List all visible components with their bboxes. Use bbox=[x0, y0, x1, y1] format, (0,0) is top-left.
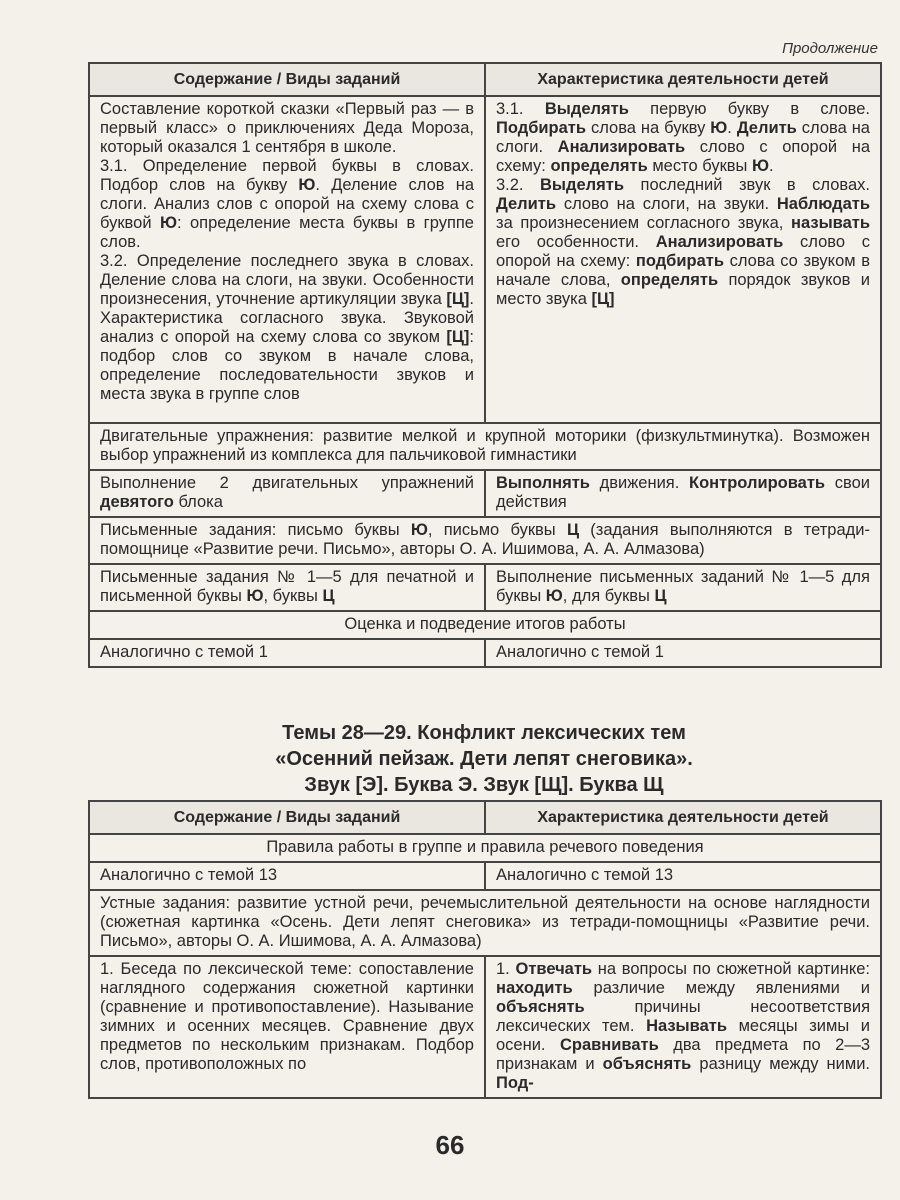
bold-term: Ю bbox=[710, 119, 728, 137]
section-title-line-2: «Осенний пейзаж. Дети лепят снеговика». bbox=[275, 748, 693, 770]
cell-motor-tasks: Выполнение 2 двигательных упражнений девятого блока bbox=[89, 470, 485, 517]
section-title-line-3: Звук [Э]. Буква Э. Звук [Щ]. Буква Щ bbox=[304, 774, 664, 796]
bold-term: определять bbox=[550, 157, 648, 175]
bold-term: Делить bbox=[736, 119, 797, 137]
cell-written-tasks-intro: Письменные задания: письмо буквы Ю, письмо буквы Ц (задания выполняются в тетради-помощнице «Развитие речи. Письмо», авторы О. А. Ишимова, А. А. Алмазова) bbox=[89, 517, 881, 564]
bold-term: Анализировать bbox=[557, 138, 686, 156]
section-title-line-1: Темы 28—29. Конфликт лексических тем bbox=[282, 722, 686, 744]
bold-term: Контролировать bbox=[689, 474, 826, 492]
table-topics-28-29 bbox=[88, 800, 882, 1099]
bold-term: Отвечать bbox=[515, 960, 593, 978]
cell-summary: Оценка и подведение итогов работы bbox=[89, 611, 881, 639]
column-header-content: Содержание / Виды заданий bbox=[89, 801, 485, 834]
bold-term: Ц bbox=[322, 587, 335, 605]
cell-same-as-topic-1-left: Аналогично с темой 1 bbox=[89, 639, 485, 667]
cell-same-as-topic-1-right: Аналогично с темой 1 bbox=[485, 639, 881, 667]
bold-term: называть bbox=[791, 214, 870, 232]
bold-term: девятого bbox=[100, 493, 174, 511]
bold-term: Ю bbox=[410, 521, 428, 539]
table-row bbox=[89, 517, 881, 564]
bold-term: [Ц] bbox=[591, 290, 615, 308]
bold-term: Подбирать bbox=[496, 119, 587, 137]
bold-term: [Ц] bbox=[446, 290, 470, 308]
bold-term: Выделять bbox=[540, 176, 625, 194]
column-header-activity: Характеристика деятельности детей bbox=[485, 801, 881, 834]
cell-motor-activity: Выполнять движения. Контролировать свои действия bbox=[485, 470, 881, 517]
bold-term: Ю bbox=[246, 587, 264, 605]
bold-term: определять bbox=[620, 271, 719, 289]
table-row bbox=[89, 890, 881, 956]
table-row bbox=[89, 956, 881, 1098]
bold-term: Выделять bbox=[544, 100, 629, 118]
bold-term: Делить bbox=[496, 195, 556, 213]
cell-motor-exercises: Двигательные упражнения: развитие мелкой и крупной моторики (физкультминутка). Возможен выбор упражнений из комплекса для пальчиковой гимнастики bbox=[89, 423, 881, 470]
continuation-label: Продолжение bbox=[782, 40, 878, 57]
bold-term: Ю bbox=[159, 214, 177, 232]
bold-term: Выполнять bbox=[496, 474, 590, 492]
cell-written-activity: Выполнение письменных заданий № 1—5 для буквы Ю, для буквы Ц bbox=[485, 564, 881, 611]
cell-group-rules: Правила работы в группе и правила речевого поведения bbox=[89, 834, 881, 862]
page-number: 66 bbox=[435, 1130, 465, 1160]
table-row bbox=[89, 423, 881, 470]
bold-term: объяснять bbox=[496, 998, 585, 1016]
cell-conversation-tasks: 1. Беседа по лексической теме: сопоставление наглядного содержания сюжетной картинки (сравнение и противопоставление). Называние зимних и осенних месяцев. Сравнение двух предметов по нескольким признакам. Подбор слов, противоположных по bbox=[89, 956, 485, 1098]
cell-oral-tasks: Устные задания: развитие устной речи, речемыслительной деятельности на основе наглядности (сюжетная картинка «Осень. Дети лепят снеговика» из тетради-помощницы «Развитие речи. Письмо», авторы О. А. Ишимова, А. А. Алмазова) bbox=[89, 890, 881, 956]
table-header-row bbox=[89, 63, 881, 96]
table-row bbox=[89, 639, 881, 667]
table-row bbox=[89, 862, 881, 890]
cell-conversation-activity: 1. Отвечать на вопросы по сюжетной картинке: находить различие между явлениями и объяснять причины несоответствия лексических тем. Называть месяцы зимы и осени. Сравнивать два предмета по 2—3 признакам и объяснять разницу между ними. Под- bbox=[485, 956, 881, 1098]
bold-term: объяснять bbox=[602, 1055, 692, 1073]
bold-term: Сравнивать bbox=[559, 1036, 659, 1054]
bold-term: Под- bbox=[496, 1074, 534, 1092]
bold-term: Ц bbox=[654, 587, 667, 605]
cell-written-tasks: Письменные задания № 1—5 для печатной и письменной буквы Ю, буквы Ц bbox=[89, 564, 485, 611]
cell-same-as-topic-13-left: Аналогично с темой 13 bbox=[89, 862, 485, 890]
table-row bbox=[89, 564, 881, 611]
bold-term: Ц bbox=[566, 521, 579, 539]
cell-fairy-tale-activity: 3.1. Выделять первую букву в слове. Подбирать слова на букву Ю. Делить слова на слоги. Анализировать слово с опорой на схему: определять место буквы Ю. 3.2. Выделять последний звук в словах. Делить слово на слоги, на звуки. Наблюдать за произнесением согласного звука, называть его особенности. Анализировать слово с опорой на схему: подбирать слова со звуком в начале слова, определять порядок звуков и место звука [Ц] bbox=[485, 96, 881, 423]
table-row bbox=[89, 611, 881, 639]
bold-term: Ю bbox=[545, 587, 563, 605]
bold-term: находить bbox=[496, 979, 573, 997]
cell-same-as-topic-13-right: Аналогично с темой 13 bbox=[485, 862, 881, 890]
table-header-row bbox=[89, 801, 881, 834]
bold-term: Ю bbox=[298, 176, 316, 194]
bold-term: Называть bbox=[646, 1017, 727, 1035]
table-lesson-plan-continued bbox=[88, 62, 882, 668]
bold-term: Ю bbox=[752, 157, 770, 175]
bold-term: [Ц] bbox=[446, 328, 470, 346]
bold-term: подбирать bbox=[635, 252, 724, 270]
cell-fairy-tale-tasks: Составление короткой сказки «Первый раз — в первый класс» о приключениях Деда Мороза, который оказался 1 сентября в школе. 3.1. Определение первой буквы в словах. Подбор слов на букву Ю. Деление слов на слоги. Анализ слов с опорой на схему слова с буквой Ю: определение места буквы в группе слов. 3.2. Определение последнего звука в словах. Деление слова на слоги, на звуки. Особенности произнесения, уточнение артикуляции звука [Ц]. Характеристика согласного звука. Звуковой анализ с опорой на схему слова со звуком [Ц]: подбор слов со звуком в начале слова, определение последовательности звуков и места звука в группе слов bbox=[89, 96, 485, 423]
column-header-activity: Характеристика деятельности детей bbox=[485, 63, 881, 96]
bold-term: Наблюдать bbox=[776, 195, 870, 213]
column-header-content: Содержание / Виды заданий bbox=[89, 63, 485, 96]
table-row bbox=[89, 834, 881, 862]
bold-term: Анализировать bbox=[655, 233, 784, 251]
table-row bbox=[89, 470, 881, 517]
table-row bbox=[89, 96, 881, 423]
section-title bbox=[88, 720, 880, 798]
